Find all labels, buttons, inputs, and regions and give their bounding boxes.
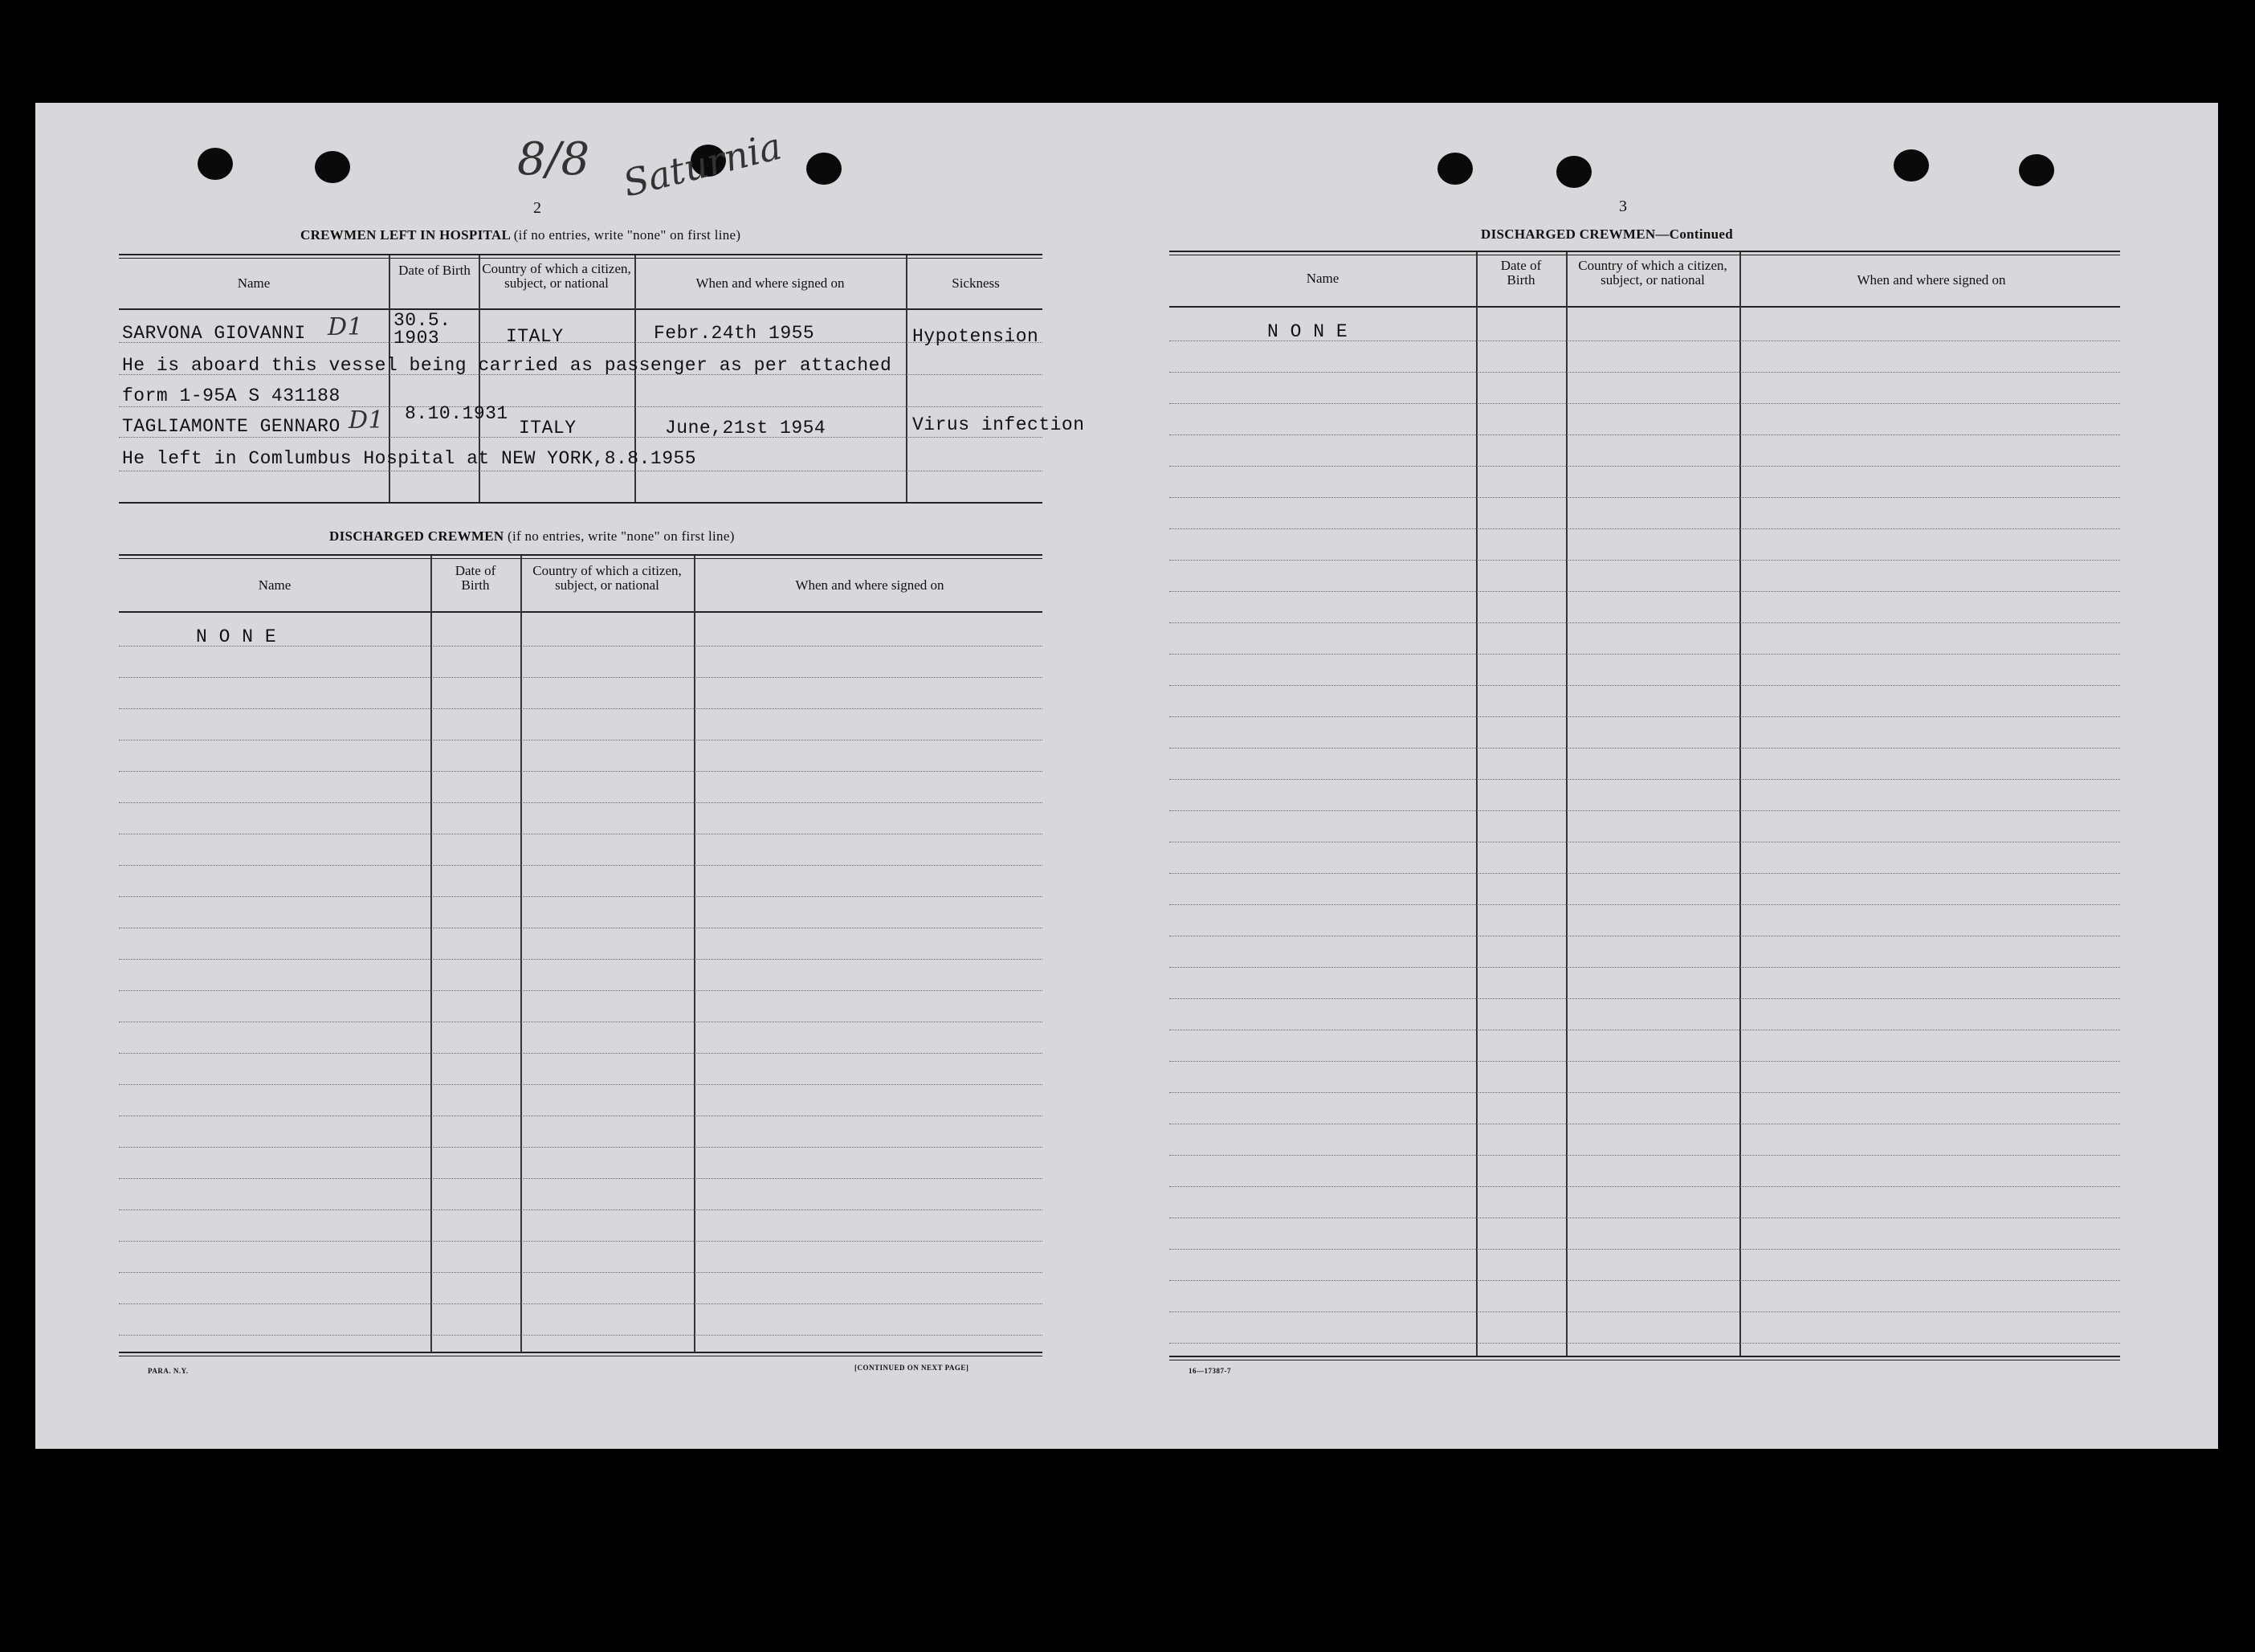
row-line [1169, 466, 2120, 467]
hospital-title-text: CREWMEN LEFT IN HOSPITAL [300, 227, 511, 243]
table-top-rule [119, 254, 1042, 255]
header-bottom-rule [1169, 306, 2120, 308]
col-header-signed-on: When and where signed on [795, 577, 944, 593]
row-line [1169, 1092, 2120, 1093]
col-header-country: Country of which a citizen, subject, or national [482, 261, 631, 291]
header-bottom-rule [119, 308, 1042, 310]
col-header-signed-on: When and where signed on [695, 275, 845, 291]
col-header-name: Name [1306, 271, 1340, 286]
row-line [119, 1178, 1042, 1179]
hospital-title-note: (if no entries, write "none" on first line) [513, 227, 741, 243]
row-line [1169, 1343, 2120, 1344]
row-line [1169, 998, 2120, 999]
row-line [119, 1272, 1042, 1273]
page-number-right: 3 [1619, 198, 1627, 215]
column-divider [1739, 252, 1741, 1356]
entry-1-sickness: Hypotension [912, 326, 1039, 347]
discharged-title-text: DISCHARGED CREWMEN [329, 528, 504, 544]
row-line [119, 1209, 1042, 1210]
entry-remark: He is aboard this vessel being carried as passenger as per attached [122, 355, 892, 376]
entry-remark: form 1-95A S 431188 [122, 385, 340, 406]
col-header-dob: Date of Birth [398, 263, 471, 278]
row-line [119, 802, 1042, 803]
row-line [119, 1241, 1042, 1242]
handwritten-page-mark: 8/8 [517, 133, 590, 186]
row-line [1169, 779, 2120, 780]
handwritten-ship-name: Saturnia [618, 124, 786, 206]
row-line [1169, 1280, 2120, 1281]
table-bottom-rule [1169, 1356, 2120, 1357]
row-line [1169, 403, 2120, 404]
column-divider [1566, 252, 1568, 1356]
row-line [1169, 622, 2120, 623]
entry-2-country: ITALY [519, 418, 577, 438]
row-line [1169, 497, 2120, 498]
row-line [1169, 967, 2120, 968]
row-line [119, 646, 1042, 647]
punch-hole [1894, 149, 1929, 182]
col-header-sickness: Sickness [952, 275, 1000, 291]
row-line [119, 896, 1042, 897]
row-line [119, 406, 1042, 407]
table-top-rule [1169, 251, 2120, 252]
first-entry-none: N O N E [1267, 321, 1348, 342]
entry-2-name: TAGLIAMONTE GENNARO [122, 416, 340, 437]
column-divider [520, 556, 522, 1352]
entry-2-signed-on: June,21st 1954 [665, 418, 826, 438]
row-line [119, 990, 1042, 991]
row-line [1169, 904, 2120, 905]
row-line [119, 437, 1042, 438]
col-header-signed-on: When and where signed on [1857, 272, 2006, 288]
row-line [119, 677, 1042, 678]
punch-hole [1556, 156, 1592, 188]
entry-remark: He left in Comlumbus Hospital at NEW YORK,8.8.1955 [122, 448, 697, 469]
row-line [119, 708, 1042, 709]
table-top-rule [119, 258, 1042, 259]
continued-title-text: DISCHARGED CREWMEN [1481, 226, 1656, 242]
row-line [119, 1147, 1042, 1148]
table-bottom-rule [119, 1352, 1042, 1353]
row-line [1169, 591, 2120, 592]
first-entry-none: N O N E [196, 626, 277, 647]
row-line [1169, 810, 2120, 811]
hospital-section-title [300, 227, 740, 243]
col-header-country: Country of which a citizen, subject, or national [1578, 258, 1727, 288]
discharged-section-title [329, 528, 735, 545]
row-line [1169, 560, 2120, 561]
punch-hole [2019, 154, 2054, 186]
column-divider [906, 255, 907, 502]
row-line [1169, 1061, 2120, 1062]
row-line [1169, 685, 2120, 686]
continued-title-suffix: —Continued [1655, 226, 1733, 242]
row-line [119, 865, 1042, 866]
column-divider [430, 556, 432, 1352]
row-line [119, 771, 1042, 772]
entry-1-dob: 30.5. 1903 [394, 310, 451, 349]
punch-hole [1437, 153, 1473, 185]
col-header-dob: Date of Birth [1500, 258, 1542, 288]
punch-hole [806, 153, 842, 185]
footer-form-number: 16—17387-7 [1189, 1367, 1231, 1375]
row-line [1169, 1311, 2120, 1312]
footer-continued: [CONTINUED ON NEXT PAGE] [854, 1364, 969, 1372]
punch-hole [315, 151, 350, 183]
column-divider [1476, 252, 1478, 1356]
row-line [1169, 654, 2120, 655]
continued-section-title [1481, 226, 1733, 243]
row-line [1169, 1249, 2120, 1250]
table-top-rule [119, 554, 1042, 556]
row-line [1169, 434, 2120, 435]
col-header-country: Country of which a citizen, subject, or national [532, 563, 682, 593]
entry-1-signed-on: Febr.24th 1955 [654, 323, 815, 344]
row-line [119, 959, 1042, 960]
row-line [1169, 1186, 2120, 1187]
entry-1-country: ITALY [506, 326, 564, 347]
row-line [119, 1303, 1042, 1304]
row-line [1169, 873, 2120, 874]
row-line [1169, 1155, 2120, 1156]
row-line [119, 1053, 1042, 1054]
table-top-rule [119, 558, 1042, 559]
row-line [119, 1335, 1042, 1336]
col-header-name: Name [237, 275, 271, 291]
footer-printer: PARA. N.Y. [148, 1367, 189, 1375]
row-line [1169, 528, 2120, 529]
column-divider [694, 556, 695, 1352]
entry-2-dob: 8.10.1931 [405, 403, 508, 424]
table-bottom-rule [119, 502, 1042, 504]
page-number-left: 2 [533, 199, 541, 217]
row-line [1169, 372, 2120, 373]
punch-hole [198, 148, 233, 180]
entry-1-name: SARVONA GIOVANNI [122, 323, 306, 344]
stamp-initials: D1 [349, 406, 385, 434]
row-line [1169, 716, 2120, 717]
col-header-dob: Date of Birth [455, 563, 496, 593]
document-sheet [35, 103, 2218, 1449]
discharged-title-note: (if no entries, write "none" on first line) [508, 528, 735, 544]
col-header-name: Name [258, 577, 292, 593]
header-bottom-rule [119, 611, 1042, 613]
entry-2-sickness: Virus infection [912, 414, 1085, 435]
stamp-initials: D1 [328, 313, 364, 341]
row-line [119, 1084, 1042, 1085]
